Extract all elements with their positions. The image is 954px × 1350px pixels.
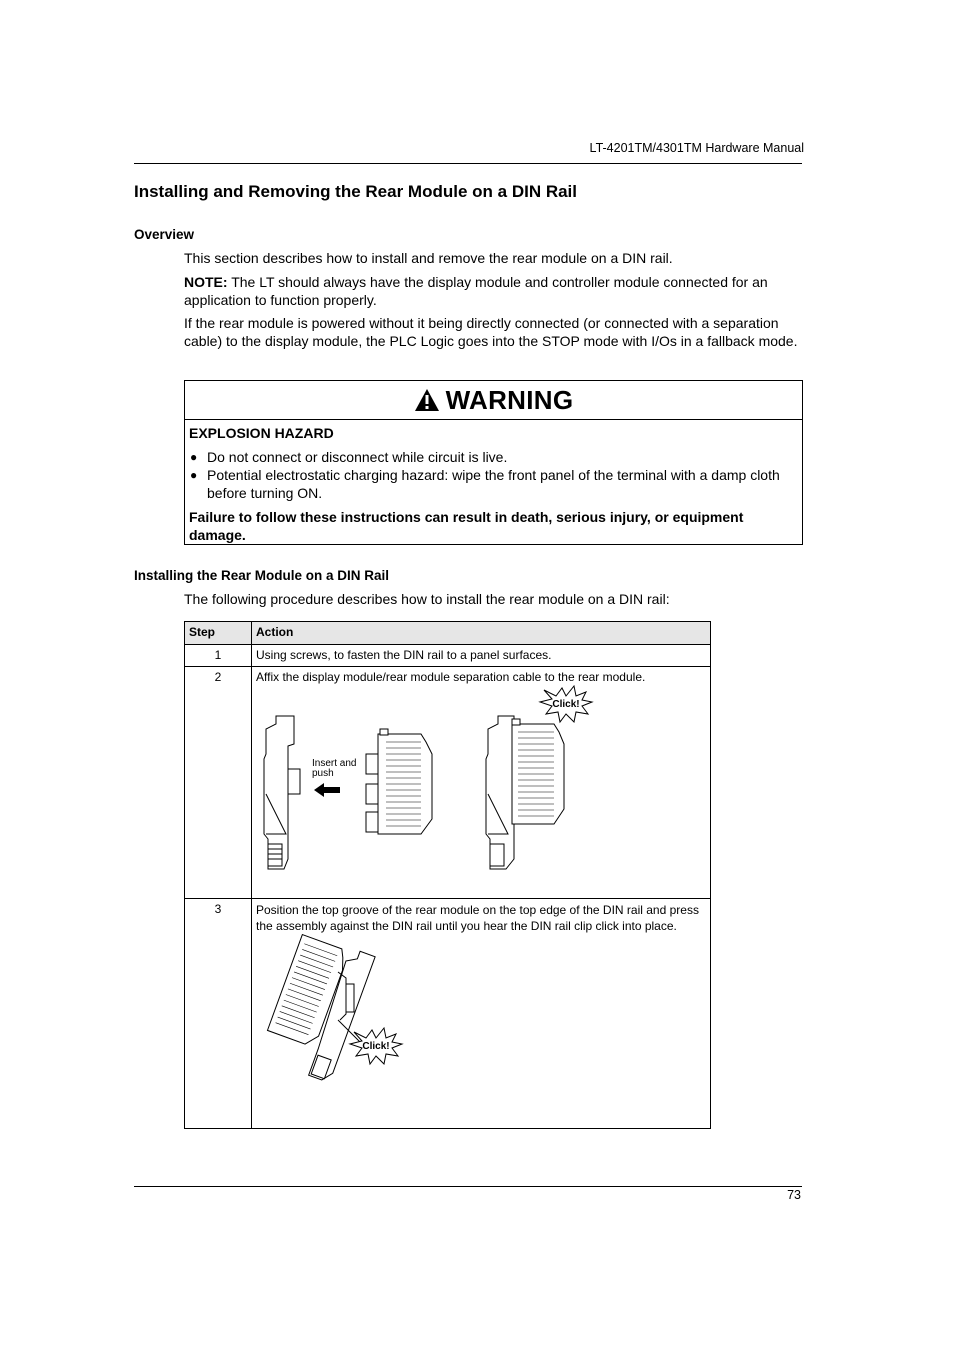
warning-bullets — [189, 448, 798, 502]
step-number: 1 — [185, 645, 252, 667]
install-intro: The following procedure describes how to install the rear module on a DIN rail: — [184, 591, 670, 607]
step-action-cell — [252, 899, 711, 1129]
step-number: 3 — [185, 899, 252, 1129]
insert-label-line1: Insert and — [312, 758, 357, 769]
note-label: NOTE: — [184, 274, 228, 290]
display-module-middle — [366, 729, 432, 834]
insert-arrow-icon — [314, 783, 340, 797]
warning-box — [184, 380, 803, 545]
footer-rule — [134, 1186, 802, 1187]
rear-module-left — [264, 716, 300, 869]
assembled-module-right — [486, 716, 564, 869]
click-label: Click! — [552, 699, 580, 710]
click-label: Click! — [362, 1041, 390, 1052]
failure-statement: Failure to follow these instructions can result in death, serious injury, or equipment damage. — [189, 509, 744, 543]
overview-paragraph: If the rear module is powered without it being directly connected (or connected with a separation cable) to the display module, the PLC Logic goes into the STOP mode with I/Os in a fallback mode. — [184, 315, 798, 349]
step-action: Position the top groove of the rear module on the top edge of the DIN rail and press the assembly against the DIN rail until you hear the DIN rail clip click into place. — [256, 903, 699, 933]
warning-triangle-icon — [414, 388, 440, 412]
step-number: 2 — [185, 667, 252, 899]
procedure-table — [184, 621, 711, 1129]
table-row — [185, 899, 711, 1129]
click-burst-icon — [540, 686, 592, 722]
separation-cable-illustration — [256, 684, 706, 889]
section-title: Installing and Removing the Rear Module on a DIN Rail — [134, 182, 577, 201]
warning-bullet-text: Potential electrostatic charging hazard: wipe the front panel of the terminal with a damp cloth before turning ON. — [207, 467, 780, 501]
warning-bullet-text: Do not connect or disconnect while circuit is live. — [207, 449, 508, 465]
din-rail-mount-illustration — [256, 934, 706, 1094]
note-text: The LT should always have the display module and controller module connected for an application to function properly. — [184, 274, 768, 308]
warning-bullet: ● Do not connect or disconnect while circuit is live. — [190, 449, 508, 465]
manual-title: LT-4201TM/4301TM Hardware Manual — [589, 141, 804, 155]
column-header-step: Step — [185, 622, 252, 645]
step-action-cell — [252, 667, 711, 899]
overview-heading: Overview — [134, 227, 195, 242]
insert-label-line2: push — [312, 768, 334, 779]
column-header-action: Action — [252, 622, 711, 645]
step-action: Affix the display module/rear module separation cable to the rear module. — [256, 670, 646, 684]
header-rule — [134, 163, 802, 164]
page-number: 73 — [787, 1188, 801, 1202]
hazard-label: EXPLOSION HAZARD — [189, 425, 334, 441]
table-header-row — [185, 622, 711, 645]
tilted-module-assembly — [258, 934, 375, 1083]
click-burst-icon — [350, 1028, 402, 1064]
overview-note — [184, 273, 804, 309]
table-row — [185, 645, 711, 667]
warning-header — [185, 381, 802, 420]
warning-bullet: ● Potential electrostatic charging hazard: wipe the front panel of the terminal with a damp cloth before turning ON. — [190, 467, 780, 501]
table-row — [185, 667, 711, 899]
warning-title: WARNING — [445, 384, 574, 415]
step-action: Using screws, to fasten the DIN rail to a panel surfaces. — [252, 645, 711, 667]
install-heading: Installing the Rear Module on a DIN Rail — [134, 568, 390, 583]
overview-intro: This section describes how to install and remove the rear module on a DIN rail. — [184, 250, 673, 266]
warning-content — [185, 420, 802, 544]
